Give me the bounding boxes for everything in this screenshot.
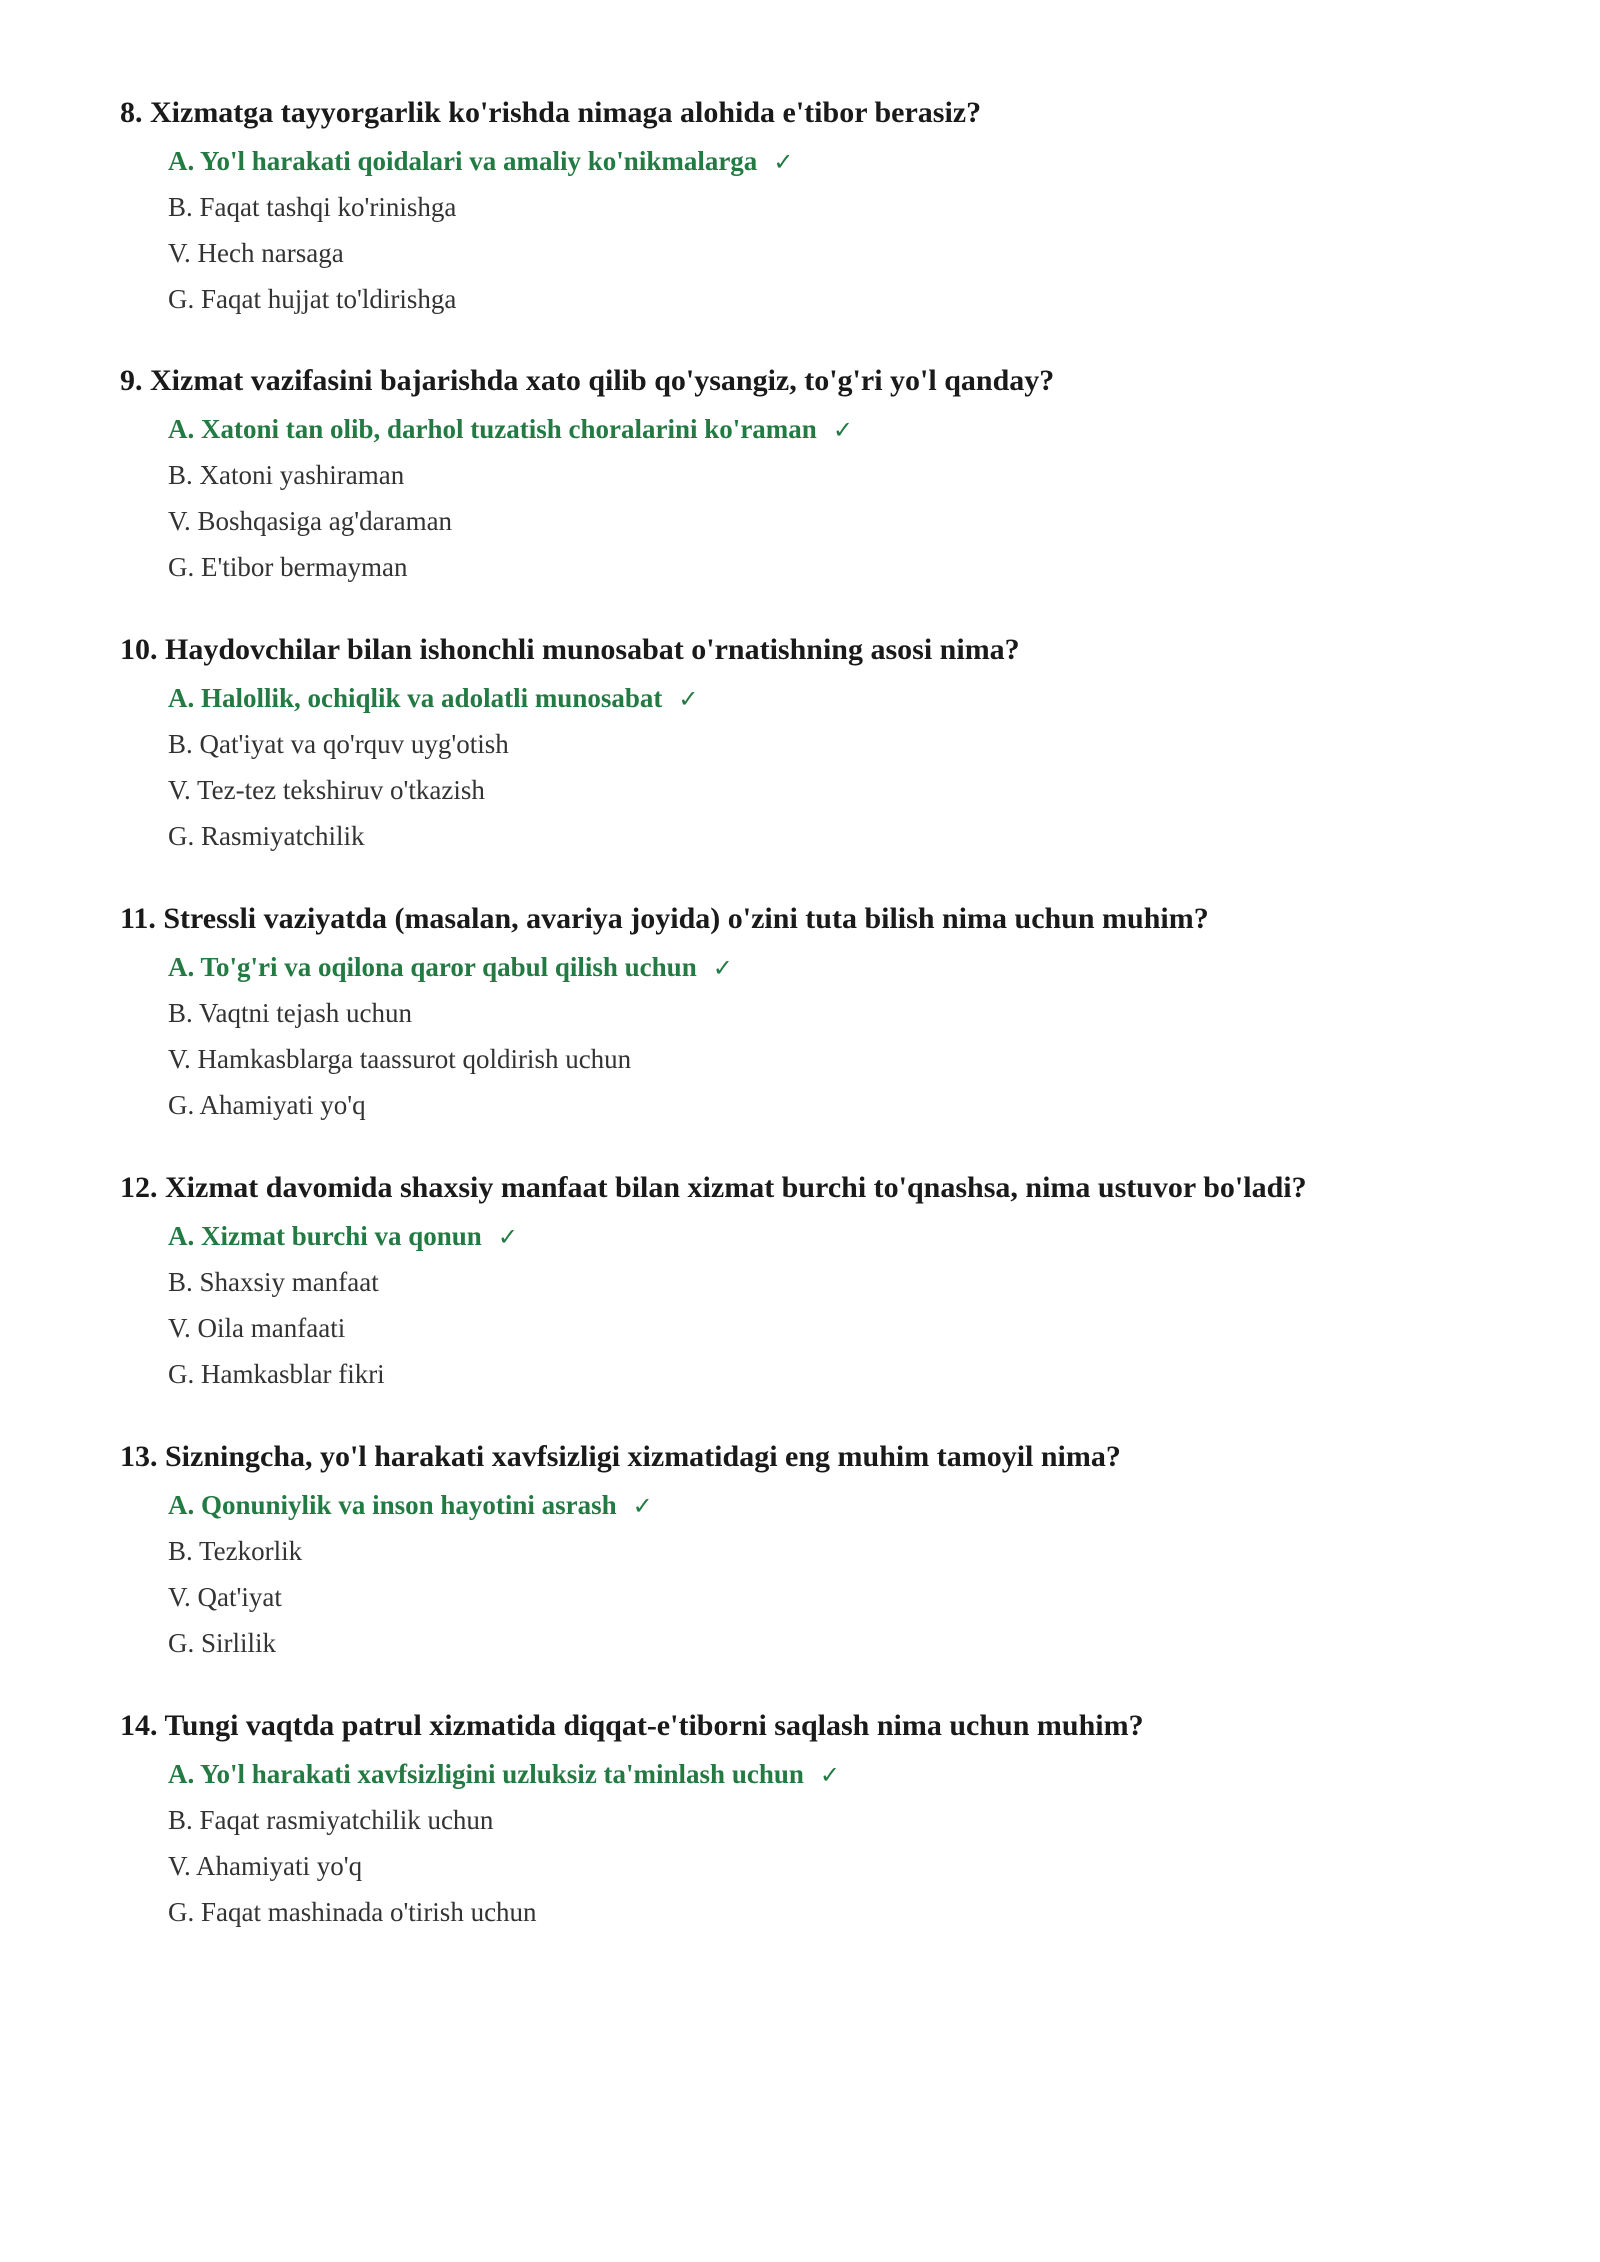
answer-option: G. Ahamiyati yo'q — [168, 1090, 366, 1120]
answer-option-correct — [168, 1220, 1520, 1252]
answer-option: B. Faqat rasmiyatchilik uchun — [168, 1805, 494, 1835]
answer-text: A. Xizmat burchi va qonun — [168, 1221, 482, 1251]
question-title: 11. Stressli vaziyatda (masalan, avariya joyida) o'zini tuta bilish nima uchun muhim? — [120, 902, 1209, 935]
answer-option: B. Qat'iyat va qo'rquv uyg'otish — [168, 729, 509, 759]
question-8 — [120, 95, 1520, 329]
answer-option: V. Qat'iyat — [168, 1582, 282, 1612]
answer-option: V. Hamkasblarga taassurot qoldirish uchun — [168, 1044, 632, 1074]
answer-option: G. Hamkasblar fikri — [168, 1359, 385, 1389]
answer-option: G. Rasmiyatchilik — [168, 821, 365, 851]
question-title: 13. Sizningcha, yo'l harakati xavfsizligi xizmatidagi eng muhim tamoyil nima? — [120, 1440, 1121, 1473]
answer-options — [168, 1489, 1520, 1659]
answer-option: B. Shaxsiy manfaat — [168, 1267, 379, 1297]
answer-option: G. Faqat mashinada o'tirish uchun — [168, 1897, 537, 1927]
answer-text: A. Xatoni tan olib, darhol tuzatish choralarini ko'raman — [168, 414, 817, 444]
check-icon: ✓ — [632, 1492, 653, 1520]
question-10 — [120, 632, 1520, 866]
answer-text: A. Halollik, ochiqlik va adolatli munosabat — [168, 683, 663, 713]
check-icon: ✓ — [832, 416, 853, 444]
answer-text: A. Yo'l harakati qoidalari va amaliy ko'nikmalarga — [168, 146, 758, 176]
answer-option: B. Vaqtni tejash uchun — [168, 998, 412, 1028]
question-title: 8. Xizmatga tayyorgarlik ko'rishda nimaga alohida e'tibor berasiz? — [120, 96, 982, 129]
answer-option: B. Xatoni yashiraman — [168, 460, 405, 490]
answer-option: V. Oila manfaati — [168, 1313, 346, 1343]
answer-options — [168, 682, 1520, 852]
answer-option: G. Faqat hujjat to'ldirishga — [168, 284, 457, 314]
answer-options — [168, 1758, 1520, 1928]
answer-option: B. Tezkorlik — [168, 1536, 303, 1566]
question-title: 9. Xizmat vazifasini bajarishda xato qilib qo'ysangiz, to'g'ri yo'l qanday? — [120, 364, 1055, 397]
answer-text: A. Qonuniylik va inson hayotini asrash — [168, 1490, 617, 1520]
answer-option: G. E'tibor bermayman — [168, 552, 408, 582]
question-13 — [120, 1439, 1520, 1673]
answer-options — [168, 413, 1520, 583]
question-14 — [120, 1708, 1520, 1942]
check-icon: ✓ — [678, 685, 699, 713]
question-title: 12. Xizmat davomida shaxsiy manfaat bilan xizmat burchi to'qnashsa, nima ustuvor bo'ladi? — [120, 1171, 1307, 1204]
check-icon: ✓ — [819, 1761, 840, 1789]
answer-options — [168, 951, 1520, 1121]
answer-option: V. Boshqasiga ag'daraman — [168, 506, 453, 536]
answer-option-correct — [168, 413, 1520, 445]
answer-option-correct — [168, 682, 1520, 714]
check-icon: ✓ — [497, 1223, 518, 1251]
question-title: 10. Haydovchilar bilan ishonchli munosabat o'rnatishning asosi nima? — [120, 633, 1020, 666]
answer-options — [168, 1220, 1520, 1390]
answer-option-correct — [168, 1489, 1520, 1521]
check-icon: ✓ — [712, 954, 733, 982]
answer-option-correct — [168, 1758, 1520, 1790]
question-title: 14. Tungi vaqtda patrul xizmatida diqqat-e'tiborni saqlash nima uchun muhim? — [120, 1709, 1144, 1742]
answer-text: A. Yo'l harakati xavfsizligini uzluksiz ta'minlash uchun — [168, 1759, 804, 1789]
answer-option: V. Tez-tez tekshiruv o'tkazish — [168, 775, 485, 805]
answer-option: V. Ahamiyati yo'q — [168, 1851, 363, 1881]
answer-text: A. To'g'ri va oqilona qaror qabul qilish uchun — [168, 952, 697, 982]
question-12 — [120, 1170, 1520, 1404]
answer-options — [168, 145, 1520, 315]
question-9 — [120, 363, 1520, 597]
answer-option-correct — [168, 951, 1520, 983]
answer-option-correct — [168, 145, 1520, 177]
answer-option: B. Faqat tashqi ko'rinishga — [168, 192, 457, 222]
question-11 — [120, 901, 1520, 1135]
answer-option: G. Sirlilik — [168, 1628, 277, 1658]
answer-option: V. Hech narsaga — [168, 238, 344, 268]
check-icon: ✓ — [773, 148, 794, 176]
